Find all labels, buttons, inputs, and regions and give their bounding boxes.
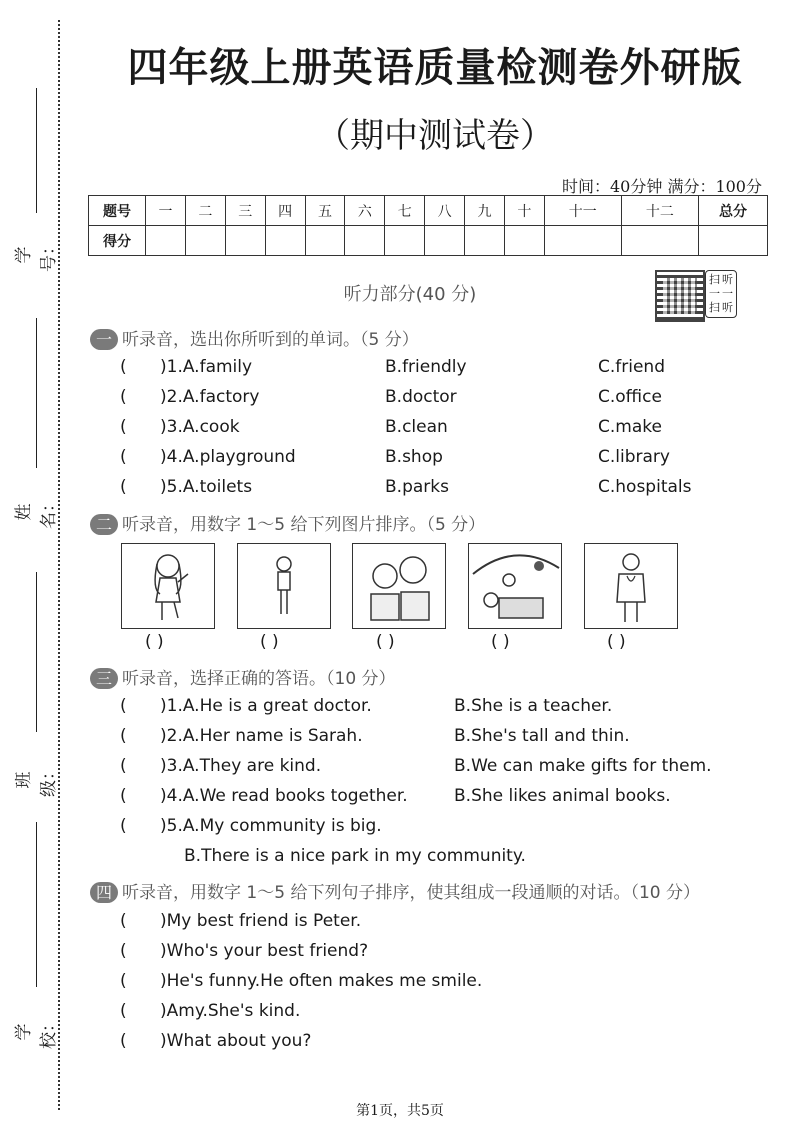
section-3-heading	[90, 664, 396, 689]
scan-to-listen-badge	[705, 270, 737, 318]
girl-waving-icon	[121, 543, 215, 629]
picture-order-blank[interactable]: ( )	[376, 632, 395, 652]
option-b: B.friendly	[385, 357, 467, 377]
answer-paren[interactable]: (	[120, 477, 127, 497]
option-b: B.We can make gifts for them.	[454, 756, 712, 776]
student-number-line	[36, 88, 37, 213]
scan-char: 扫	[709, 273, 720, 286]
answer-paren[interactable]: (	[120, 387, 127, 407]
picture-order-blank[interactable]: ( )	[145, 632, 164, 652]
section-title: 听录音，用数字 1～5 给下列句子排序，使其组成一段通顺的对话。（10 分）	[122, 883, 700, 903]
name-label: 姓名：	[14, 495, 59, 529]
option-a: )2.A.factory	[160, 387, 260, 407]
answer-paren[interactable]: (	[120, 417, 127, 437]
scan-char: 听	[722, 273, 733, 286]
section-4-heading	[90, 878, 700, 903]
score-cell[interactable]	[305, 226, 345, 256]
score-table-header-row	[89, 196, 768, 226]
option-c: C.library	[598, 447, 670, 467]
section-number-badge: 一	[90, 329, 118, 350]
score-header-cell: 十二	[621, 196, 698, 226]
section-number-badge: 二	[90, 514, 118, 535]
name-line	[36, 318, 37, 468]
score-header-cell: 三	[225, 196, 265, 226]
scan-char: 听	[722, 301, 733, 314]
page-footer: 第1页，共5页	[356, 1103, 444, 1119]
section-title: 听录音，用数字 1～5 给下列图片排序。（5 分）	[122, 515, 486, 535]
option-a: )2.A.Her name is Sarah.	[160, 726, 363, 746]
answer-paren[interactable]: (	[120, 726, 127, 746]
doctor-icon	[584, 543, 678, 629]
qr-code-icon[interactable]	[655, 270, 705, 322]
option-b: B.She likes animal books.	[454, 786, 671, 806]
section-number-badge: 三	[90, 668, 118, 689]
boy-standing-icon	[237, 543, 331, 629]
score-cell[interactable]	[465, 226, 505, 256]
option-b: B.doctor	[385, 387, 457, 407]
dialogue-sentence: )My best friend is Peter.	[160, 911, 362, 931]
answer-paren[interactable]: (	[120, 786, 127, 806]
score-header-cell: 题号	[89, 196, 146, 226]
option-a: )5.A.toilets	[160, 477, 253, 497]
picture-order-blank[interactable]: ( )	[260, 632, 279, 652]
score-table	[88, 195, 768, 256]
page-title: 四年级上册英语质量检测卷外研版	[127, 44, 743, 91]
score-header-cell: 九	[465, 196, 505, 226]
listening-section-title: 听力部分(40 分)	[343, 284, 477, 305]
option-a: )3.A.cook	[160, 417, 240, 437]
score-cell[interactable]	[185, 226, 225, 256]
option-a: )5.A.My community is big.	[160, 816, 382, 836]
option-a: )1.A.He is a great doctor.	[160, 696, 372, 716]
student-number-label: 学号：	[14, 238, 59, 272]
picture-order-blank[interactable]: ( )	[491, 632, 510, 652]
option-b: B.shop	[385, 447, 443, 467]
answer-paren[interactable]: (	[120, 971, 127, 991]
score-cell[interactable]	[699, 226, 768, 256]
answer-paren[interactable]: (	[120, 1031, 127, 1051]
option-b: B.She's tall and thin.	[454, 726, 630, 746]
option-c: C.office	[598, 387, 662, 407]
score-cell[interactable]	[621, 226, 698, 256]
option-b: B.She is a teacher.	[454, 696, 613, 716]
score-header-cell: 六	[345, 196, 385, 226]
option-b: B.parks	[385, 477, 449, 497]
option-a: )4.A.We read books together.	[160, 786, 408, 806]
score-header-cell: 四	[265, 196, 305, 226]
score-cell[interactable]	[225, 226, 265, 256]
binding-dotted-line	[58, 20, 60, 1110]
children-reading-icon	[352, 543, 446, 629]
picture-order-blank[interactable]: ( )	[607, 632, 626, 652]
answer-paren[interactable]: (	[120, 941, 127, 961]
section-title: 听录音，选出你所听到的单词。（5 分）	[122, 330, 419, 350]
score-header-cell: 十	[504, 196, 544, 226]
score-cell[interactable]	[385, 226, 425, 256]
answer-paren[interactable]: (	[120, 447, 127, 467]
dialogue-sentence: )He's funny.He often makes me smile.	[160, 971, 483, 991]
option-a: )3.A.They are kind.	[160, 756, 322, 776]
dialogue-sentence: )What about you?	[160, 1031, 312, 1051]
class-line	[36, 572, 37, 732]
score-header-cell: 一	[146, 196, 186, 226]
score-table-score-row	[89, 226, 768, 256]
score-header-cell: 五	[305, 196, 345, 226]
answer-paren[interactable]: (	[120, 816, 127, 836]
time-info: 时间：40分钟 满分：100分	[562, 177, 762, 196]
school-label: 学校：	[14, 1015, 59, 1049]
score-cell[interactable]	[504, 226, 544, 256]
option-c: C.friend	[598, 357, 665, 377]
answer-paren[interactable]: (	[120, 696, 127, 716]
score-cell[interactable]	[146, 226, 186, 256]
children-playground-icon	[468, 543, 562, 629]
scan-char: 一	[709, 287, 720, 300]
school-line	[36, 822, 37, 987]
answer-paren[interactable]: (	[120, 357, 127, 377]
option-b: B.There is a nice park in my community.	[184, 846, 526, 866]
page-subtitle: （期中测试卷）	[316, 116, 554, 156]
score-header-cell: 八	[425, 196, 465, 226]
score-header-cell: 二	[185, 196, 225, 226]
score-cell[interactable]	[265, 226, 305, 256]
class-label: 班级：	[14, 763, 59, 797]
option-c: C.hospitals	[598, 477, 692, 497]
dialogue-sentence: )Amy.She's kind.	[160, 1001, 301, 1021]
answer-paren[interactable]: (	[120, 1001, 127, 1021]
option-a: )4.A.playground	[160, 447, 296, 467]
option-a: )1.A.family	[160, 357, 253, 377]
answer-paren[interactable]: (	[120, 911, 127, 931]
score-header-cell: 七	[385, 196, 425, 226]
section-number-badge: 四	[90, 882, 118, 903]
scan-char: 扫	[709, 301, 720, 314]
section-2-heading	[90, 510, 485, 535]
scan-char: 一	[722, 287, 733, 300]
score-row-label: 得分	[89, 226, 146, 256]
score-cell[interactable]	[544, 226, 621, 256]
option-c: C.make	[598, 417, 662, 437]
answer-paren[interactable]: (	[120, 756, 127, 776]
score-cell[interactable]	[425, 226, 465, 256]
score-cell[interactable]	[345, 226, 385, 256]
score-header-cell: 总分	[699, 196, 768, 226]
dialogue-sentence: )Who's your best friend?	[160, 941, 369, 961]
section-1-heading	[90, 325, 419, 350]
option-b: B.clean	[385, 417, 448, 437]
section-title: 听录音，选择正确的答语。（10 分）	[122, 669, 396, 689]
score-header-cell: 十一	[544, 196, 621, 226]
